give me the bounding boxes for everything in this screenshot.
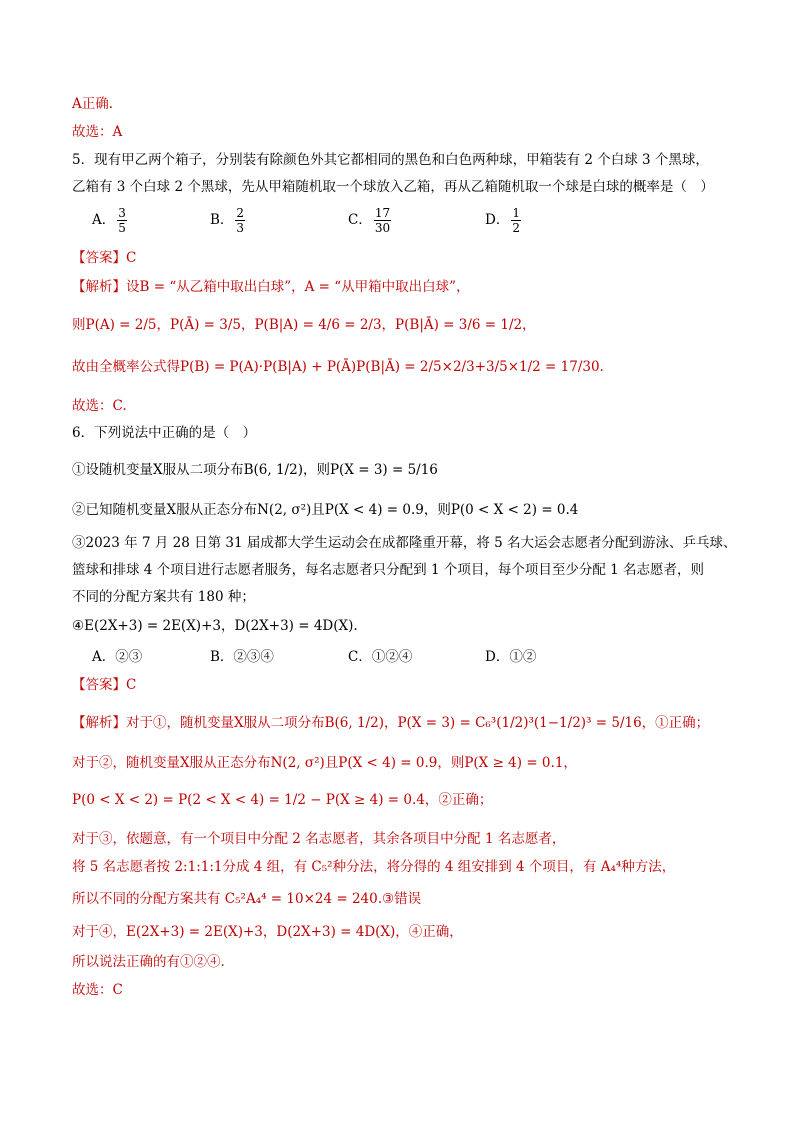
q6-analysis-line3: P(0 < X < 2) = P(2 < X < 4) = 1/2 − P(X ≥ 4) = 0.4，②正确； xyxy=(72,792,493,808)
q5-stem-line1: 5．现有甲乙两个箱子，分别装有除颜色外其它都相同的黑色和白色两种球，甲箱装有 2 个白球 3 个黑球， xyxy=(72,152,709,168)
prev-conclusion: A正确. xyxy=(72,96,114,112)
q5-option-a: A． $\frac{3}{5}$ xyxy=(92,206,126,235)
q6-statement-3-line1: ③2023 年 7 月 28 日第 31 届成都大学生运动会在成都隆重开幕，将 5 名大运会志愿者分配到游泳、乒乓球、 xyxy=(72,535,737,551)
q5-answer: 【答案】C xyxy=(72,250,137,266)
q5-option-c: C． $\frac{17}{30}$ xyxy=(348,206,391,235)
q6-option-c: C．①②④ xyxy=(348,649,413,665)
q6-option-d: D．①② xyxy=(485,649,537,665)
q6-option-a: A．②③ xyxy=(92,649,143,665)
q5-option-b: B． $\frac{2}{3}$ xyxy=(210,206,245,235)
q6-analysis-line2: 对于②，随机变量X服从正态分布N(2, σ²)且P(X < 4) = 0.9，则P(X ≥ 4) = 0.1， xyxy=(72,755,577,771)
q6-analysis-line8: 所以说法正确的有①②④. xyxy=(72,954,225,970)
q6-statement-4: ④E(2X+3) = 2E(X)+3，D(2X+3) = 4D(X). xyxy=(72,618,358,634)
q5-analysis-line3: 故由全概率公式得P(B) = P(A)·P(B|A) + P(Ā)P(B|Ā) = 2/5×2/3+3/5×1/2 = 17/30. xyxy=(72,359,604,375)
q6-analysis-line4: 对于③，依题意，有一个项目中分配 2 名志愿者，其余各项目中分配 1 名志愿者， xyxy=(72,831,566,847)
q6-analysis-line1: 【解析】对于①，随机变量X服从二项分布B(6, 1/2)，P(X = 3) = C₆³(1/2)³(1−1/2)³ = 5/16，①正确； xyxy=(72,715,710,731)
q5-analysis-line1: 【解析】设B = “从乙箱中取出白球”，A = “从甲箱中取出白球”， xyxy=(72,279,470,295)
q6-statement-1: ①设随机变量X服从二项分布B(6, 1/2)，则P(X = 3) = 5/16 xyxy=(72,462,438,478)
q6-statement-3-line3: 不同的分配方案共有 180 种； xyxy=(72,589,255,605)
q6-option-b: B．②③④ xyxy=(210,649,274,665)
prev-choose: 故选：A xyxy=(72,124,123,140)
q6-analysis-line5: 将 5 名志愿者按 2:1:1:1分成 4 组，有 C₅²种分法，将分得的 4 组安排到 4 个项目，有 A₄⁴种方法， xyxy=(72,859,676,875)
q5-analysis-line2: 则P(A) = 2/5，P(Ā) = 3/5，P(B|A) = 4/6 = 2/3，P(B|Ā) = 3/6 = 1/2， xyxy=(72,317,536,333)
q6-choose: 故选：C xyxy=(72,982,123,998)
q5-choose: 故选：C. xyxy=(72,398,127,414)
q6-statement-2: ②已知随机变量X服从正态分布N(2, σ²)且P(X < 4) = 0.9，则P(0 < X < 2) = 0.4 xyxy=(72,502,579,518)
q6-stem: 6．下列说法中正确的是（ ） xyxy=(72,425,257,441)
q5-stem-line2: 乙箱有 3 个白球 2 个黑球，先从甲箱随机取一个球放入乙箱，再从乙箱随机取一个球是白球的概率是（ ） xyxy=(72,179,714,195)
q5-option-d: D． $\frac{1}{2}$ xyxy=(485,206,520,235)
q6-statement-3-line2: 篮球和排球 4 个项目进行志愿者服务，每名志愿者只分配到 1 个项目，每个项目至少分配 1 名志愿者，则 xyxy=(72,562,705,578)
q6-analysis-line6: 所以不同的分配方案共有 C₅²A₄⁴ = 10×24 = 240.③错误 xyxy=(72,891,422,907)
q6-analysis-line7: 对于④，E(2X+3) = 2E(X)+3，D(2X+3) = 4D(X)，④正确， xyxy=(72,924,463,940)
q6-answer: 【答案】C xyxy=(72,677,137,693)
